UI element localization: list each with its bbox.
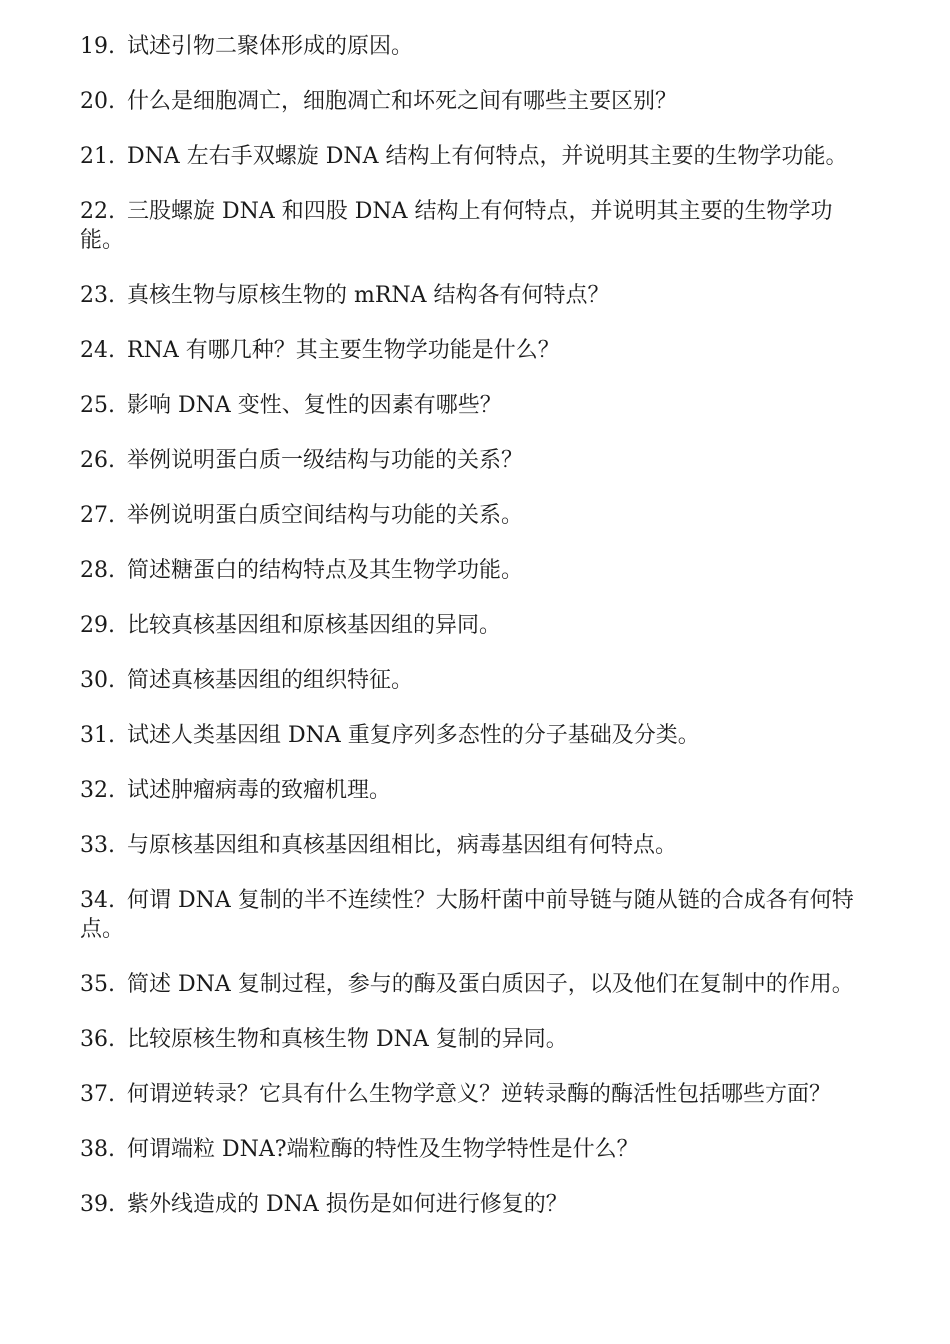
question-number: 28. (80, 558, 115, 583)
question-24 (80, 336, 872, 365)
question-text: 紫外线造成的 DNA 损伤是如何进行修复的？ (127, 1192, 568, 1217)
question-number: 25. (80, 393, 115, 418)
question-38 (80, 1135, 872, 1164)
question-number: 20. (80, 89, 115, 114)
question-28 (80, 556, 872, 585)
question-number: 22. (80, 199, 115, 224)
question-text: 简述 DNA 复制过程，参与的酶及蛋白质因子，以及他们在复制中的作用。 (127, 972, 854, 997)
question-text: 三股螺旋 DNA 和四股 DNA 结构上有何特点，并说明其主要的生物学功能。 (80, 199, 833, 253)
question-20 (80, 87, 872, 116)
question-text: 何谓逆转录？它具有什么生物学意义？逆转录酶的酶活性包括哪些方面？ (127, 1082, 832, 1107)
question-text: 简述真核基因组的组织特征。 (127, 668, 414, 693)
question-32 (80, 776, 872, 805)
question-number: 23. (80, 283, 115, 308)
question-number: 35. (80, 972, 115, 997)
question-text: 什么是细胞凋亡，细胞凋亡和坏死之间有哪些主要区别？ (127, 89, 678, 114)
question-31 (80, 721, 872, 750)
question-text: 试述人类基因组 DNA 重复序列多态性的分子基础及分类。 (127, 723, 700, 748)
question-text: 影响 DNA 变性、复性的因素有哪些？ (127, 393, 502, 418)
question-text: 试述引物二聚体形成的原因。 (127, 34, 414, 59)
question-number: 34. (80, 888, 115, 913)
question-text: 比较真核基因组和原核基因组的异同。 (127, 613, 502, 638)
question-text: 何谓端粒 DNA?端粒酶的特性及生物学特性是什么？ (127, 1137, 639, 1162)
question-text: 试述肿瘤病毒的致瘤机理。 (127, 778, 392, 803)
question-35 (80, 970, 872, 999)
question-37 (80, 1080, 872, 1109)
question-25 (80, 391, 872, 420)
question-number: 27. (80, 503, 115, 528)
question-22 (80, 197, 872, 255)
question-text: DNA 左右手双螺旋 DNA 结构上有何特点，并说明其主要的生物学功能。 (127, 144, 848, 169)
question-number: 30. (80, 668, 115, 693)
question-30 (80, 666, 872, 695)
question-19 (80, 32, 872, 61)
question-21 (80, 142, 872, 171)
question-number: 31. (80, 723, 115, 748)
question-26 (80, 446, 872, 475)
question-number: 19. (80, 34, 115, 59)
question-text: RNA 有哪几种？其主要生物学功能是什么？ (127, 338, 560, 363)
question-text: 比较原核生物和真核生物 DNA 复制的异同。 (127, 1027, 568, 1052)
question-33 (80, 831, 872, 860)
question-text: 何谓 DNA 复制的半不连续性？大肠杆菌中前导链与随从链的合成各有何特点。 (80, 888, 854, 942)
question-number: 29. (80, 613, 115, 638)
question-36 (80, 1025, 872, 1054)
question-39 (80, 1190, 872, 1219)
question-number: 36. (80, 1027, 115, 1052)
question-number: 33. (80, 833, 115, 858)
question-number: 32. (80, 778, 115, 803)
question-34 (80, 886, 872, 944)
question-number: 39. (80, 1192, 115, 1217)
question-number: 37. (80, 1082, 115, 1107)
question-number: 38. (80, 1137, 115, 1162)
question-text: 真核生物与原核生物的 mRNA 结构各有何特点？ (127, 283, 610, 308)
question-text: 举例说明蛋白质空间结构与功能的关系。 (127, 503, 524, 528)
question-number: 26. (80, 448, 115, 473)
question-list (80, 32, 872, 1245)
question-number: 24. (80, 338, 115, 363)
question-text: 简述糖蛋白的结构特点及其生物学功能。 (127, 558, 524, 583)
question-number: 21. (80, 144, 115, 169)
question-27 (80, 501, 872, 530)
question-29 (80, 611, 872, 640)
question-23 (80, 281, 872, 310)
question-text: 与原核基因组和真核基因组相比，病毒基因组有何特点。 (127, 833, 678, 858)
question-text: 举例说明蛋白质一级结构与功能的关系？ (127, 448, 524, 473)
